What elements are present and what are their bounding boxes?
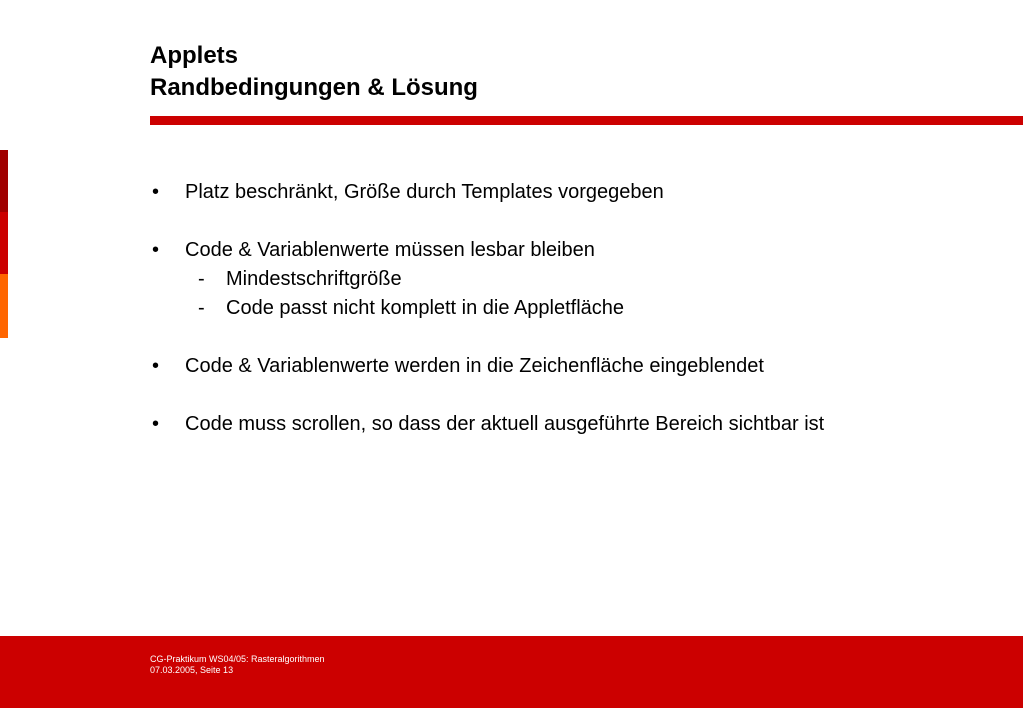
- footer-text: [150, 654, 325, 676]
- footer-course: CG-Praktikum WS04/05: Rasteralgorithmen: [150, 654, 325, 664]
- title-line-2: Randbedingungen & Lösung: [150, 74, 478, 101]
- sub-bullet-item: [150, 294, 1010, 323]
- bullet-dot: •: [152, 413, 160, 435]
- bullet-item: [150, 178, 1010, 207]
- bullet-item: [150, 410, 1010, 439]
- bullet-text: Platz beschränkt, Größe durch Templates vorgegeben: [185, 181, 664, 203]
- bullet-text: Code muss scrollen, so dass der aktuell ausgeführte Bereich sichtbar ist: [185, 413, 825, 435]
- sub-bullet-text: Code passt nicht komplett in die Appletfläche: [226, 297, 625, 319]
- slide-title: [150, 40, 850, 104]
- bullet-dot: •: [152, 239, 160, 261]
- bullet-text: Code & Variablenwerte müssen lesbar bleiben: [185, 239, 595, 261]
- bullet-list: [150, 178, 1010, 468]
- bullet-item: [150, 352, 1010, 381]
- sub-bullet-dash: -: [198, 268, 205, 290]
- sub-bullet-item: [150, 265, 1010, 294]
- side-accent-orange: [0, 274, 8, 338]
- side-accent-red: [0, 212, 8, 274]
- bullet-text: Code & Variablenwerte werden in die Zeichenfläche eingeblendet: [185, 355, 764, 377]
- title-divider: [150, 116, 1023, 125]
- footer-bar: [0, 636, 1023, 708]
- bullet-dot: •: [152, 355, 160, 377]
- sub-bullet-text: Mindestschriftgröße: [226, 268, 402, 290]
- sub-bullet-dash: -: [198, 297, 205, 319]
- footer-date-page: 07.03.2005, Seite 13: [150, 665, 234, 675]
- bullet-item: [150, 236, 1010, 323]
- side-accent-dark-red: [0, 150, 8, 212]
- bullet-dot: •: [152, 181, 160, 203]
- title-line-1: Applets: [150, 42, 239, 69]
